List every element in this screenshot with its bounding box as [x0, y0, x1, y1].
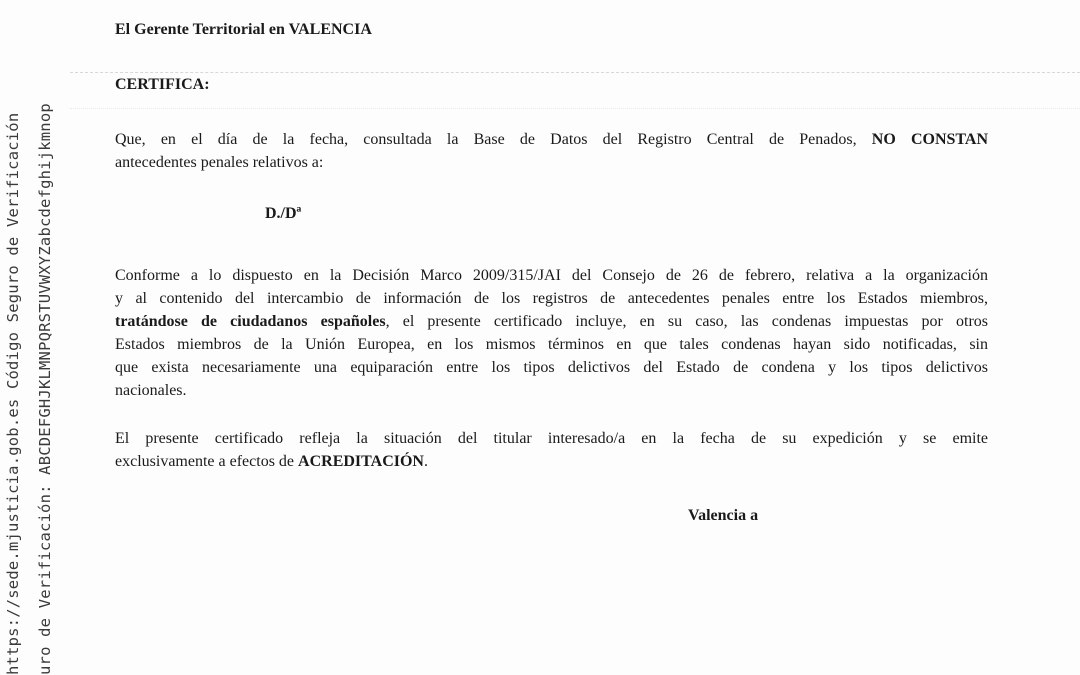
- place-date-label: Valencia a: [688, 507, 759, 524]
- acreditacion-text: ACREDITACIÓN: [298, 453, 424, 470]
- paragraph-line: Que, en el día de la fecha, consultada la Base de Datos del Registro Central de Penados, NO CONSTAN: [115, 131, 989, 148]
- verification-code-strip: uro de Verificación: ABCDEFGHJKLMNPQRSTUVWXYZabcdefghijkmnop: [36, 103, 54, 675]
- paragraph-decision-marco: [115, 264, 988, 402]
- paragraph-line: y al contenido del intercambio de información de los registros de antecedentes penales entre los Estados miembros,: [115, 290, 988, 307]
- paragraph-line: que exista necesariamente una equiparación entre los tipos delictivos del Estado de condena y los tipos delictivos: [115, 359, 988, 376]
- paragraph-acreditacion: [115, 427, 988, 473]
- paragraph-line: exclusivamente a efectos de ACREDITACIÓN.: [115, 453, 428, 470]
- certifica-heading: CERTIFICA:: [115, 76, 210, 93]
- verification-url-strip: https://sede.mjusticia.gob.es Código Seguro de Verificación: [4, 112, 22, 675]
- paragraph-line: nacionales.: [115, 382, 187, 399]
- paragraph-line: tratándose de ciudadanos españoles, el presente certificado incluye, en su caso, las condenas impuestas por otros: [115, 313, 988, 330]
- subject-label: D./Dª: [265, 205, 302, 222]
- ciudadanos-espanoles-text: tratándose de ciudadanos españoles: [115, 313, 386, 330]
- paragraph-line: Estados miembros de la Unión Europea, en los mismos términos en que tales condenas hayan sido notificadas, sin: [115, 336, 988, 353]
- no-constan-text: NO CONSTAN: [871, 131, 989, 148]
- paragraph-line: Conforme a lo dispuesto en la Decisión Marco 2009/315/JAI del Consejo de 26 de febrero, relativa a la organización: [115, 267, 988, 284]
- issuer-heading: El Gerente Territorial en VALENCIA: [115, 21, 372, 38]
- paragraph-line: antecedentes penales relativos a:: [115, 154, 324, 171]
- fold-line: [70, 108, 1080, 109]
- paragraph-line: El presente certificado refleja la situación del titular interesado/a en la fecha de su expedición y se emite: [115, 430, 988, 447]
- fold-line: [70, 72, 1080, 73]
- paragraph-no-constan: [115, 128, 988, 174]
